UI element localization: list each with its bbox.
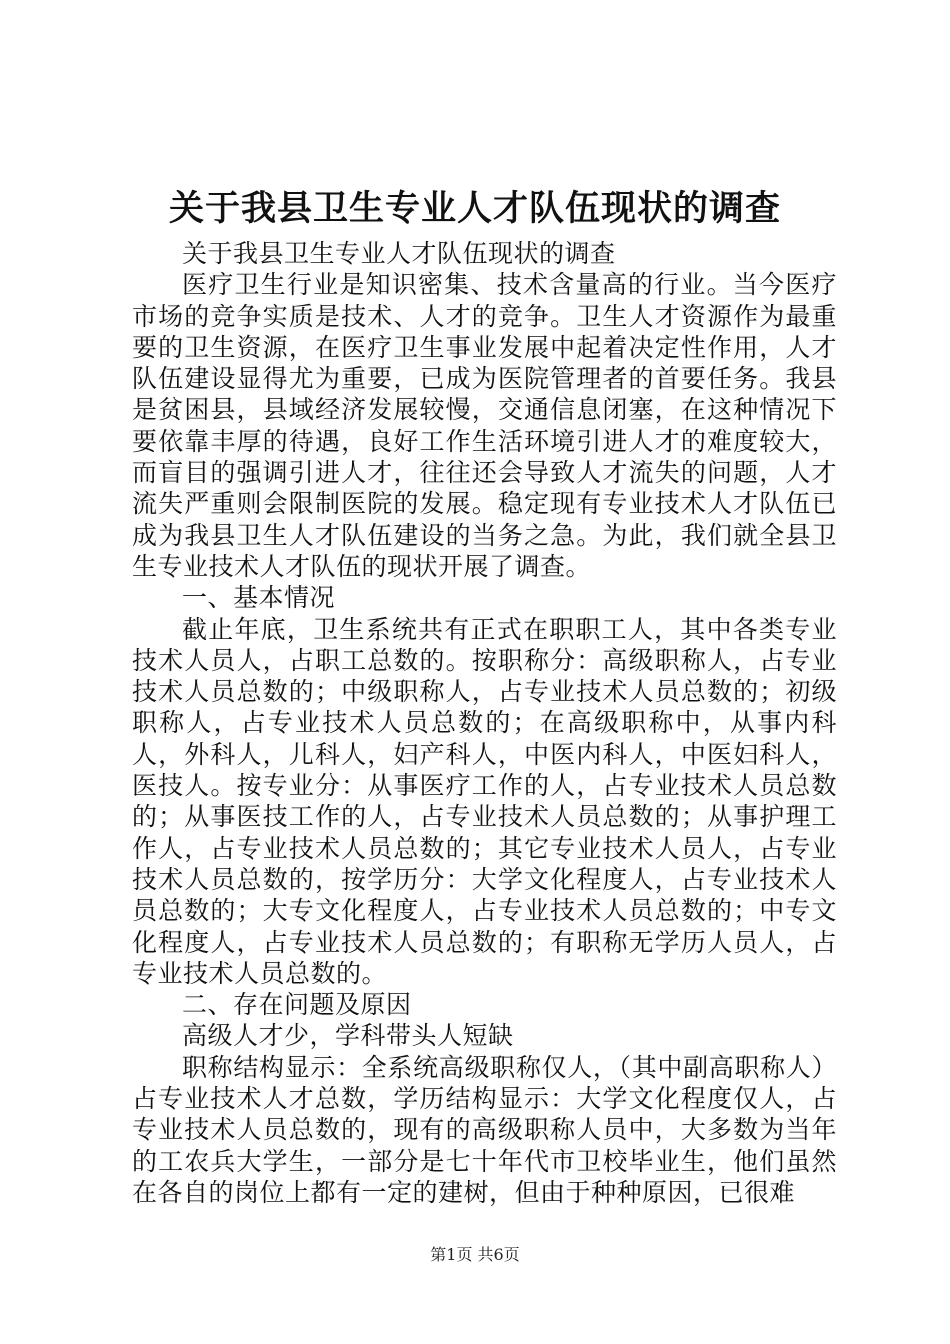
subheading-talent-shortage: 高级人才少，学科带头人短缺: [182, 1021, 514, 1051]
section-heading-basic: 一、基本情况: [182, 583, 336, 613]
document-title: 关于我县卫生专业人才队伍现状的调查: [168, 188, 781, 229]
paragraph-title-structure: 职称结构显示：全系统高级职称仅人，（其中副高职称人）占专业技术人才总数，学历结构显示：大学文化程度仅人，占专业技术人员总数的，现有的高级职称人员中，大多数为当年的工农兵大学生，一部分是七十年代市卫校毕业生，他们虽然在各自的岗位上都有一定的建树，但由于种种原因，已很难: [132, 1052, 837, 1207]
page-footer: 第1页 共6页: [430, 1245, 520, 1264]
section-heading-problems: 二、存在问题及原因: [182, 990, 412, 1020]
paragraph-subtitle: 关于我县卫生专业人才队伍现状的调查: [182, 239, 616, 268]
paragraph-intro: 医疗卫生行业是知识密集、技术含量高的行业。当今医疗市场的竞争实质是技术、人才的竞争。卫生人才资源作为最重要的卫生资源，在医疗卫生事业发展中起着决定性作用，人才队伍建设显得尤为重要，已成为医院管理者的首要任务。我县是贫困县，县域经济发展较慢，交通信息闭塞，在这种情况下要依靠丰厚的待遇，良好工作生活环境引进人才的难度较大，而盲目的强调引进人才，往往还会导致人才流失的问题，人才流失严重则会限制医院的发展。稳定现有专业技术人才队伍已成为我县卫生人才队伍建设的当务之急。为此，我们就全县卫生专业技术人才队伍的现状开展了调查。: [132, 270, 837, 581]
document-body: [132, 238, 837, 1208]
paragraph-basic-situation: 截止年底，卫生系统共有正式在职职工人，其中各类专业技术人员人，占职工总数的。按职称分：高级职称人，占专业技术人员总数的；中级职称人，占专业技术人员总数的；初级职称人，占专业技术人员总数的；在高级职称中，从事内科人，外科人，儿科人，妇产科人，中医内科人，中医妇科人，医技人。按专业分：从事医疗工作的人，占专业技术人员总数的；从事医技工作的人，占专业技术人员总数的；从事护理工作人，占专业技术人员总数的；其它专业技术人员人，占专业技术人员总数的，按学历分：大学文化程度人，占专业技术人员总数的；大专文化程度人，占专业技术人员总数的；中专文化程度人，占专业技术人员总数的；有职称无学历人员人，占专业技术人员总数的。: [132, 614, 837, 988]
